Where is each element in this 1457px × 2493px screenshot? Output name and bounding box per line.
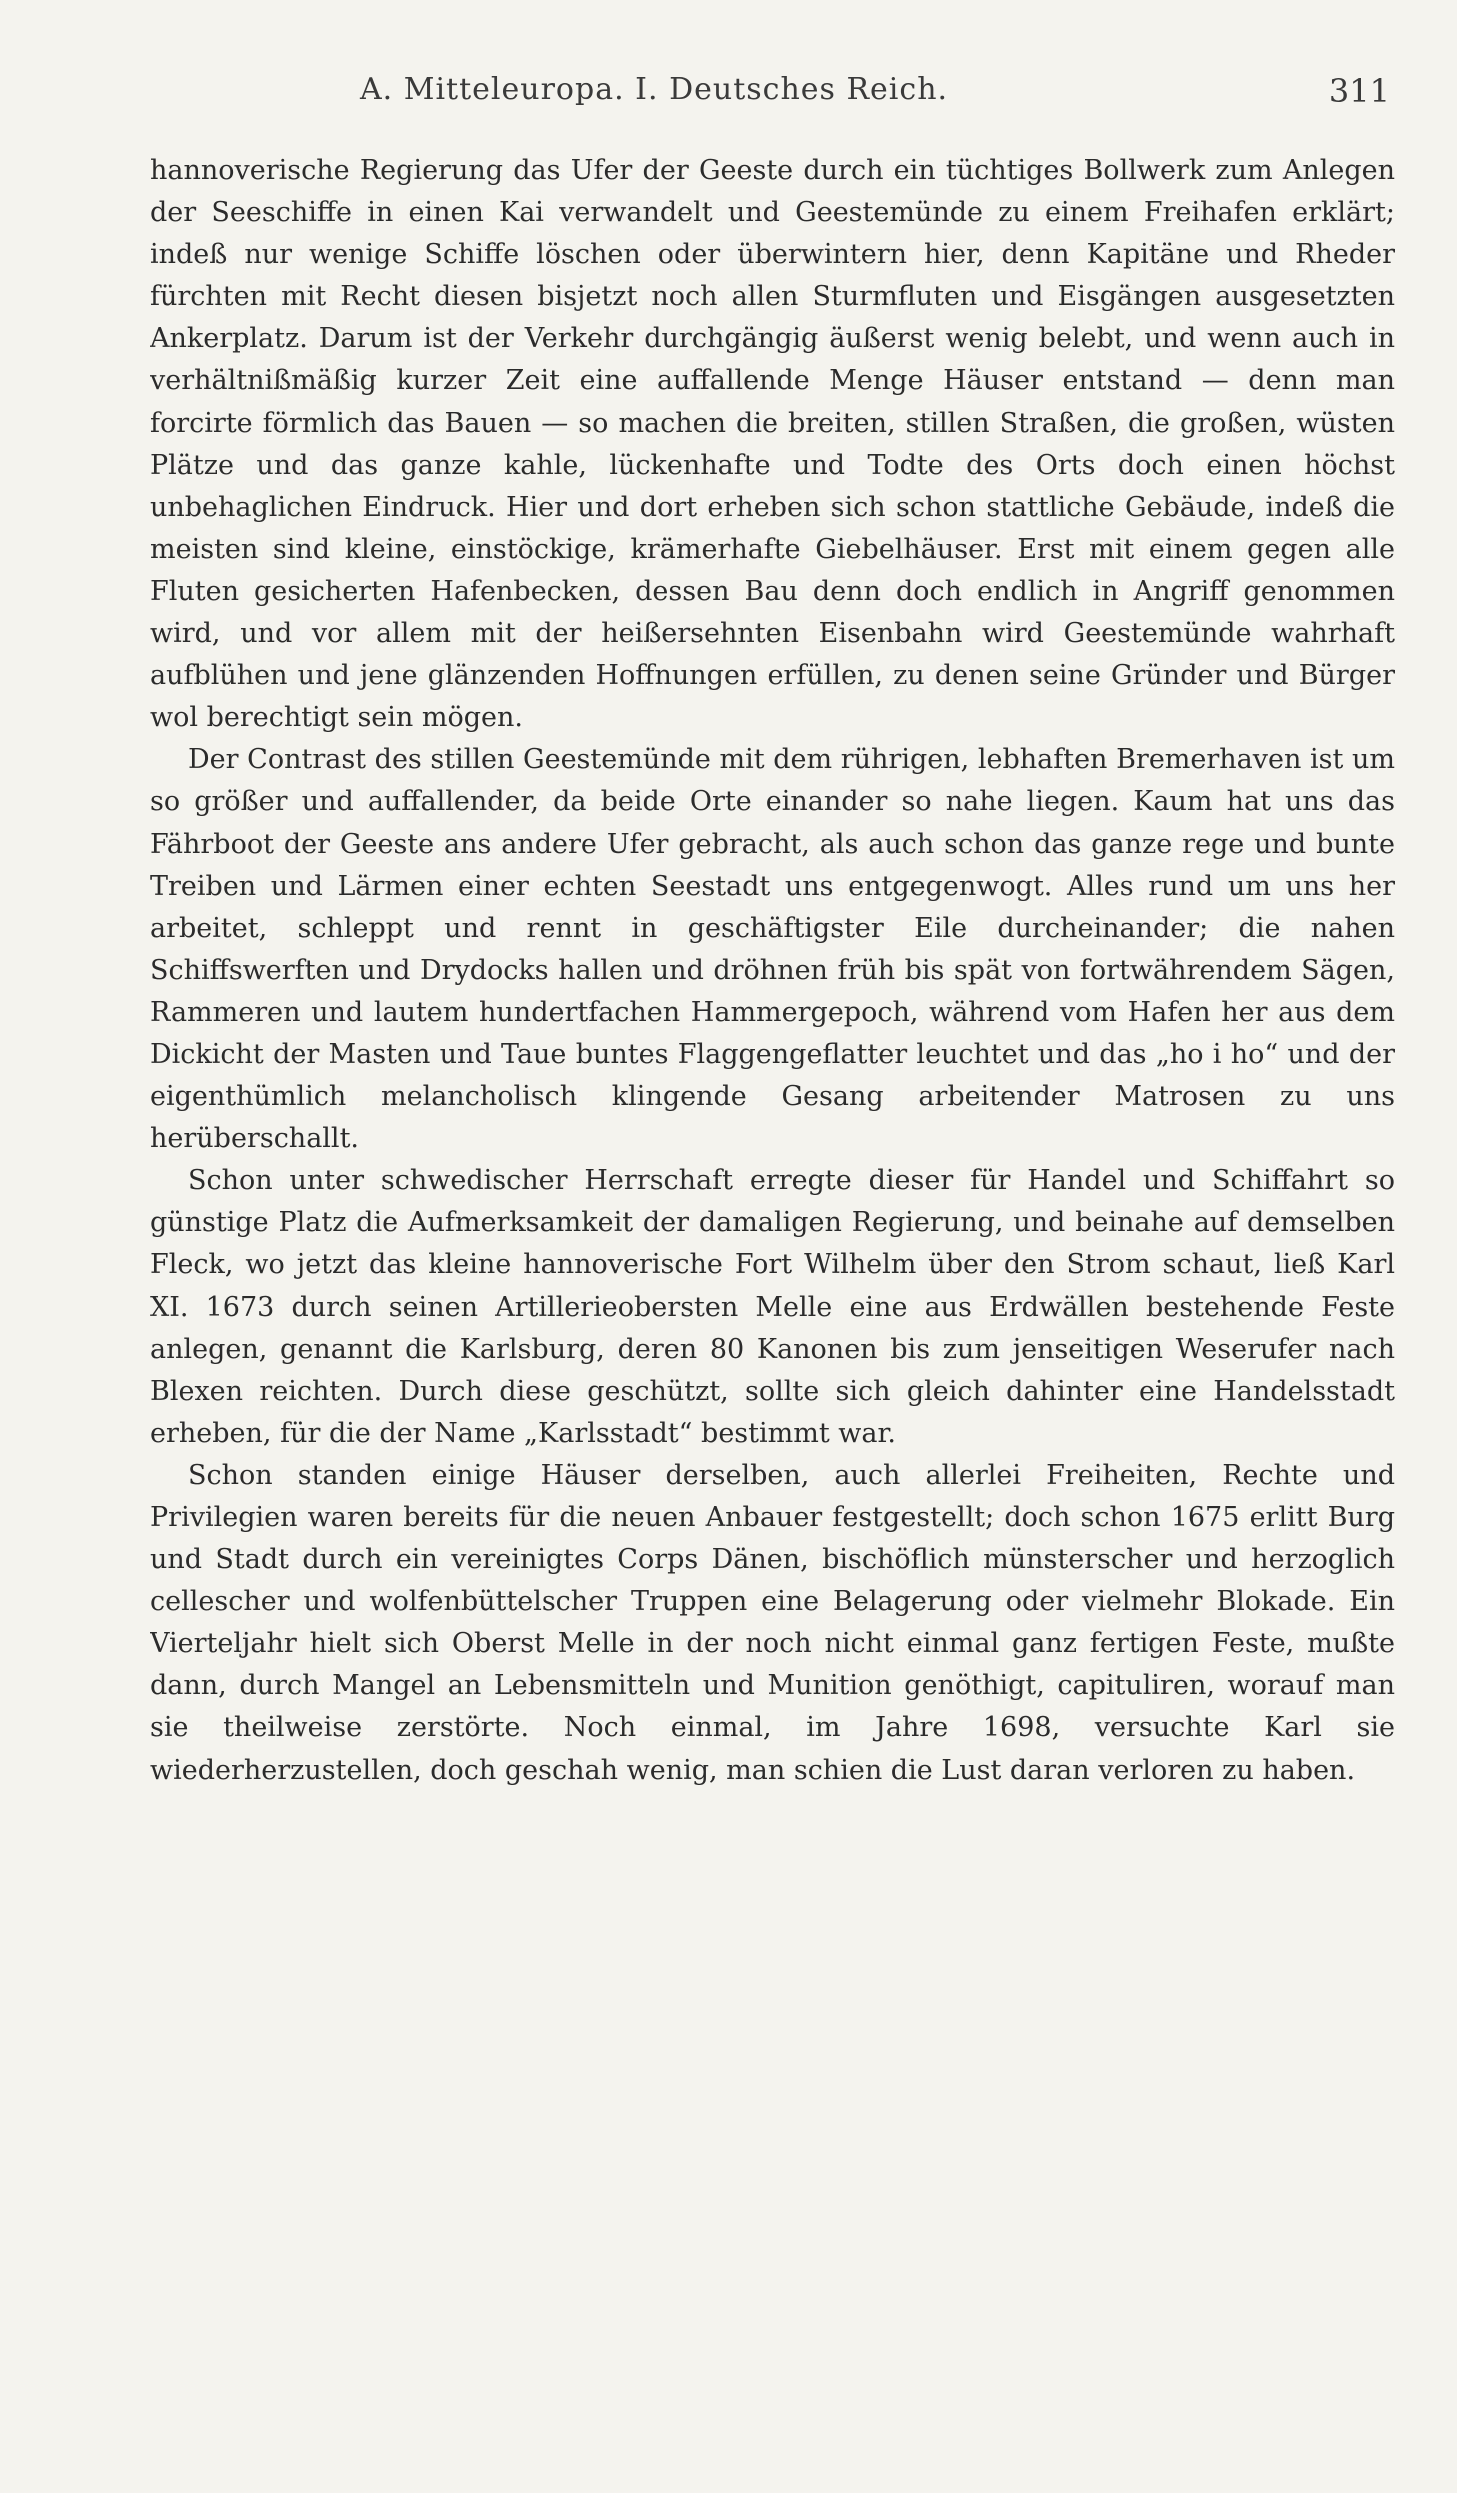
- paragraph-contrast-bremerhaven: Der Contrast des stillen Geestemünde mit dem rührigen, lebhaften Bremerhaven ist um so größer und auffallender, da beide Orte einander so nahe liegen. Kaum hat uns das Fährboot der Geeste ans andere Ufer gebracht, als auch schon das ganze rege und bunte Treiben und Lärmen einer echten Seestadt uns entgegenwogt. Alles rund um uns her arbeitet, schleppt und rennt in geschäftigster Eile durcheinander; die nahen Schiffswerften und Drydocks hallen und dröhnen früh bis spät von fortwährendem Sägen, Rammeren und lautem hundertfachen Hammergepoch, während vom Hafen her aus dem Dickicht der Masten und Taue buntes Flaggengeflatter leuchtet und das „ho i ho“ und der eigenthümlich melancholisch klingende Gesang arbeitender Matrosen zu uns herüberschallt.: [150, 744, 1395, 1155]
- paragraph-swedish-rule: Schon unter schwedischer Herrschaft erregte dieser für Handel und Schiffahrt so günstige Platz die Aufmerksamkeit der damaligen Regierung, und beinahe auf demselben Fleck, wo jetzt das kleine hannoverische Fort Wilhelm über den Strom schaut, ließ Karl XI. 1673 durch seinen Artillerieobersten Melle eine aus Erdwällen bestehende Feste anlegen, genannt die Karlsburg, deren 80 Kanonen bis zum jenseitigen Weserufer nach Blexen reichten. Durch diese geschützt, sollte sich gleich dahinter eine Handelsstadt erheben, für die der Name „Karlsstadt“ bestimmt war.: [150, 1165, 1395, 1449]
- paragraph-continuation: hannoverische Regierung das Ufer der Geeste durch ein tüchtiges Bollwerk zum Anlegen der Seeschiffe in einen Kai verwandelt und Geestemünde zu einem Freihafen erklärt; indeß nur wenige Schiffe löschen oder überwintern hier, denn Kapitäne und Rheder fürchten mit Recht diesen bisjetzt noch allen Sturmfluten und Eisgängen ausgesetzten Ankerplatz. Darum ist der Verkehr durchgängig äußerst wenig belebt, und wenn auch in verhältnißmäßig kurzer Zeit eine auffallende Menge Häuser entstand — denn man forcirte förmlich das Bauen — so machen die breiten, stillen Straßen, die großen, wüsten Plätze und das ganze kahle, lückenhafte und Todte des Orts doch einen höchst unbehaglichen Eindruck. Hier und dort erheben sich schon stattliche Gebäude, indeß die meisten sind kleine, einstöckige, krämerhafte Giebelhäuser. Erst mit einem gegen alle Fluten gesicherten Hafenbecken, dessen Bau denn doch endlich in Angriff genommen wird, und vor allem mit der heißersehnten Eisenbahn wird Geestemünde wahrhaft aufblühen und jene glänzenden Hoffnungen erfüllen, zu denen seine Gründer und Bürger wol berechtigt sein mögen.: [150, 155, 1395, 734]
- paragraph-siege: Schon standen einige Häuser derselben, auch allerlei Freiheiten, Rechte und Privilegien waren bereits für die neuen Anbauer festgestellt; doch schon 1675 erlitt Burg und Stadt durch ein vereinigtes Corps Dänen, bischöflich münsterscher und herzoglich cellescher und wolfenbüttelscher Truppen eine Belagerung oder vielmehr Blokade. Ein Vierteljahr hielt sich Oberst Melle in der noch nicht einmal ganz fertigen Feste, mußte dann, durch Mangel an Lebensmitteln und Munition genöthigt, capituliren, worauf man sie theilweise zerstörte. Noch einmal, im Jahre 1698, versuchte Karl sie wiederherzustellen, doch geschah wenig, man schien die Lust daran verloren zu haben.: [150, 1459, 1395, 1786]
- body-text: [150, 150, 1395, 2440]
- running-title: A. Mitteleuropa. I. Deutsches Reich.: [360, 72, 949, 107]
- running-head: [150, 68, 1390, 128]
- page-number: 311: [1328, 72, 1390, 110]
